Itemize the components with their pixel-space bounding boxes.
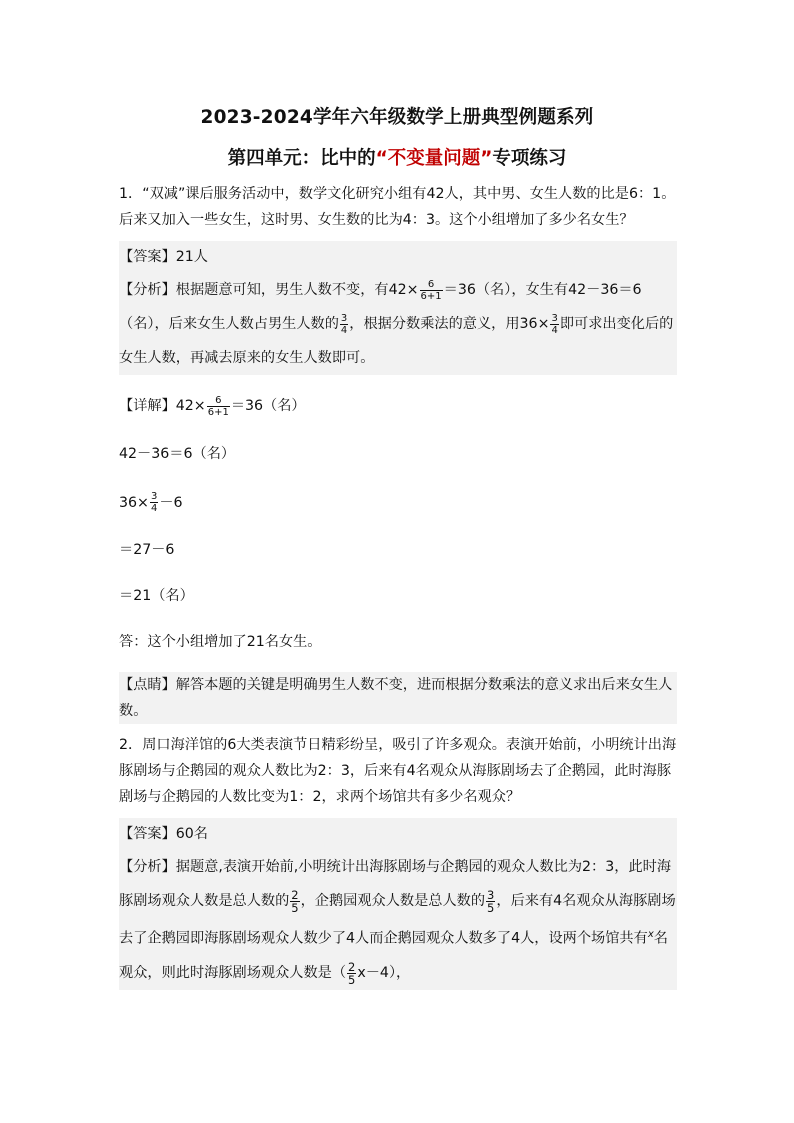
q1-detail-line5: ＝21（名） — [119, 587, 194, 604]
q1-detail-line3: 36× $\frac{3}{4}$ －6 — [119, 491, 183, 515]
variable-x: x — [647, 929, 654, 941]
fraction-2-over-5: $\frac{2}{5}$ — [291, 887, 299, 915]
fraction-6-over-6plus1: $\frac{6}{6+1}$ — [420, 278, 442, 302]
q1-answer: 【答案】21人 — [119, 249, 208, 265]
content-body — [119, 181, 677, 990]
fraction-2-over-5: $\frac{2}{5}$ — [348, 959, 356, 987]
subtitle-highlight: “不变量问题” — [375, 148, 493, 169]
q2-solution-block — [119, 818, 677, 990]
q2-answer: 【答案】60名 — [119, 826, 208, 843]
q1-solution-block — [119, 241, 677, 375]
q1-detail-line2: 42－36＝6（名） — [119, 446, 236, 463]
q2-question: 2．周口海洋馆的6大类表演节日精彩纷呈，吸引了许多观众。表演开始前，小明统计出海豚剧场与企鹅园的观众人数比为2：3，后来有4名观众从海豚剧场去了企鹅园，此时海豚剧场与企鹅园的人数比变为1：2，求两个场馆共有多少名观众？ — [119, 737, 677, 806]
fraction-3-over-4: $\frac{3}{4}$ — [551, 312, 558, 336]
q1-detail-line4: ＝27－6 — [119, 541, 175, 558]
q1-question: 1．“双减”课后服务活动中，数学文化研究小组有42人，其中男、女生人数的比是6：1。后来又加入一些女生，这时男、女生数的比为4：3。这个小组增加了多少名女生？ — [119, 186, 676, 228]
q1-comment-block — [119, 672, 677, 724]
q1-analysis: 【分析】根据题意可知，男生人数不变，有42× $\frac{6}{6+1}$ ＝36（名），女生有42－36＝6（名），后来女生人数占男生人数的 $\frac{3}{4}$ ，根据分数乘法的意义，用36× $\frac{3}{4}$ 即可求出变化后的女生人数，再减去原来的女生人数即可。 — [119, 278, 674, 366]
fraction-3-over-5: $\frac{3}{5}$ — [487, 887, 495, 915]
document-title: 2023-2024学年六年级数学上册典型例题系列 — [200, 107, 594, 128]
fraction-6-over-6plus1: $\frac{6}{6+1}$ — [207, 394, 229, 418]
subtitle-prefix: 第四单元：比中的 — [227, 148, 376, 169]
subtitle-suffix: 专项练习 — [492, 148, 567, 169]
q1-comment: 【点睛】解答本题的关键是明确男生人数不变，进而根据分数乘法的意义求出后来女生人数。 — [119, 677, 673, 720]
q2-analysis: 【分析】据题意,表演开始前,小明统计出海豚剧场与企鹅园的观众人数比为2：3，此时海豚剧场观众人数是总人数的 $\frac{2}{5}$ ，企鹅园观众人数是总人数的 $\frac{3}{5}$ ，后来有4名观众从海豚剧场去了企鹅园即海豚剧场观众人数少了4人而企鹅园观众人数多了4人，设两个场馆共有$^x$名观众，则此时海豚剧场观众人数是（ $\frac{2}{5}$ x－4）， — [119, 859, 676, 987]
fraction-3-over-4: $\frac{3}{4}$ — [150, 491, 158, 515]
q1-detail-line1: 【详解】42× $\frac{6}{6+1}$ ＝36（名） — [119, 394, 306, 418]
fraction-3-over-4: $\frac{3}{4}$ — [340, 312, 348, 336]
q1-reply: 答：这个小组增加了21名女生。 — [119, 634, 322, 651]
document-subtitle — [0, 145, 794, 173]
